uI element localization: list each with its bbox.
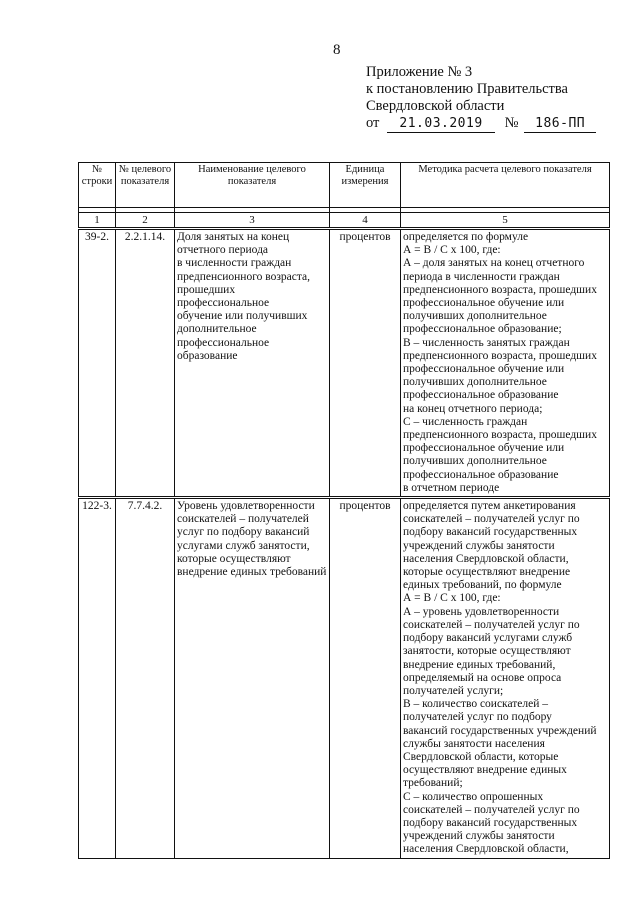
indicator-method: определяется по формуле А = В / С х 100, где: А – доля занятых на конец отчетного периода в численности граждан предпенсионного возраста, прошедших профессиональное обучение или получивших дополнительное профессиональное образование; В – численность занятых граждан предпенсионного возраста, прошедших профессиональное обучение или получивших дополнительное профессиональное образование на конец отчетного периода; С – численность граждан предпенсионного возраста, прошедших профессиональное обучение или получивших дополнительное профессиональное образование в отчетном периоде xyxy=(401,229,610,498)
indicator-unit: процентов xyxy=(330,229,401,498)
indicators-table xyxy=(78,162,610,859)
column-number: 5 xyxy=(401,213,610,229)
table-header-row xyxy=(79,163,610,208)
header-indicator-number: № целевого показателя xyxy=(116,163,175,208)
indicator-unit: процентов xyxy=(330,498,401,858)
header-row-number: № строки xyxy=(79,163,116,208)
indicator-number: 7.7.4.2. xyxy=(116,498,175,858)
from-label: от xyxy=(366,115,380,131)
number-label: № xyxy=(504,115,519,131)
appendix-resolution-line: к постановлению Правительства xyxy=(366,81,568,97)
table-row xyxy=(79,229,610,498)
appendix-date-line xyxy=(366,115,596,133)
header-method: Методика расчета целевого показателя xyxy=(401,163,610,208)
column-number: 1 xyxy=(79,213,116,229)
page-number: 8 xyxy=(333,42,341,58)
header-indicator-name: Наименование целевого показателя xyxy=(175,163,330,208)
column-numbers-row xyxy=(79,213,610,229)
appendix-title: Приложение № 3 xyxy=(366,64,473,80)
indicator-number: 2.2.1.14. xyxy=(116,229,175,498)
indicator-name: Доля занятых на конец отчетного периода в численности граждан предпенсионного возраста, прошедших профессиональное обучение или получивших дополнительное профессиональное образование xyxy=(175,229,330,498)
resolution-date: 21.03.2019 xyxy=(387,115,495,133)
appendix-header xyxy=(366,64,596,133)
appendix-region-line: Свердловской области xyxy=(366,98,505,114)
row-number: 122-3. xyxy=(79,498,116,858)
indicator-name: Уровень удовлетворенности соискателей – получателей услуг по подбору вакансий услугами служб занятости, которые осуществляют внедрение единых требований xyxy=(175,498,330,858)
resolution-number: 186-ПП xyxy=(524,115,596,133)
table-row xyxy=(79,498,610,858)
column-number: 4 xyxy=(330,213,401,229)
header-unit: Единица измерения xyxy=(330,163,401,208)
indicator-method: определяется путем анкетирования соискателей – получателей услуг по подбору вакансий государственных учреждений службы занятости населения Свердловской области, которые осуществляют внедрение единых требований, по формуле А = В / С х 100, где: А – уровень удовлетворенности соискателей – получателей услуг по подбору вакансий услугами служб занятости, которые осуществляют внедрение единых требований, определяемый на основе опроса получателей услуги; В – количество соискателей – получателей услуг по подбору вакансий государственных учреждений службы занятости населения Свердловской области, которые осуществляют внедрение единых требований; С – количество опрошенных соискателей – получателей услуг по подбору вакансий государственных учреждений службы занятости населения Свердловской области, xyxy=(401,498,610,858)
row-number: 39-2. xyxy=(79,229,116,498)
column-number: 3 xyxy=(175,213,330,229)
column-number: 2 xyxy=(116,213,175,229)
